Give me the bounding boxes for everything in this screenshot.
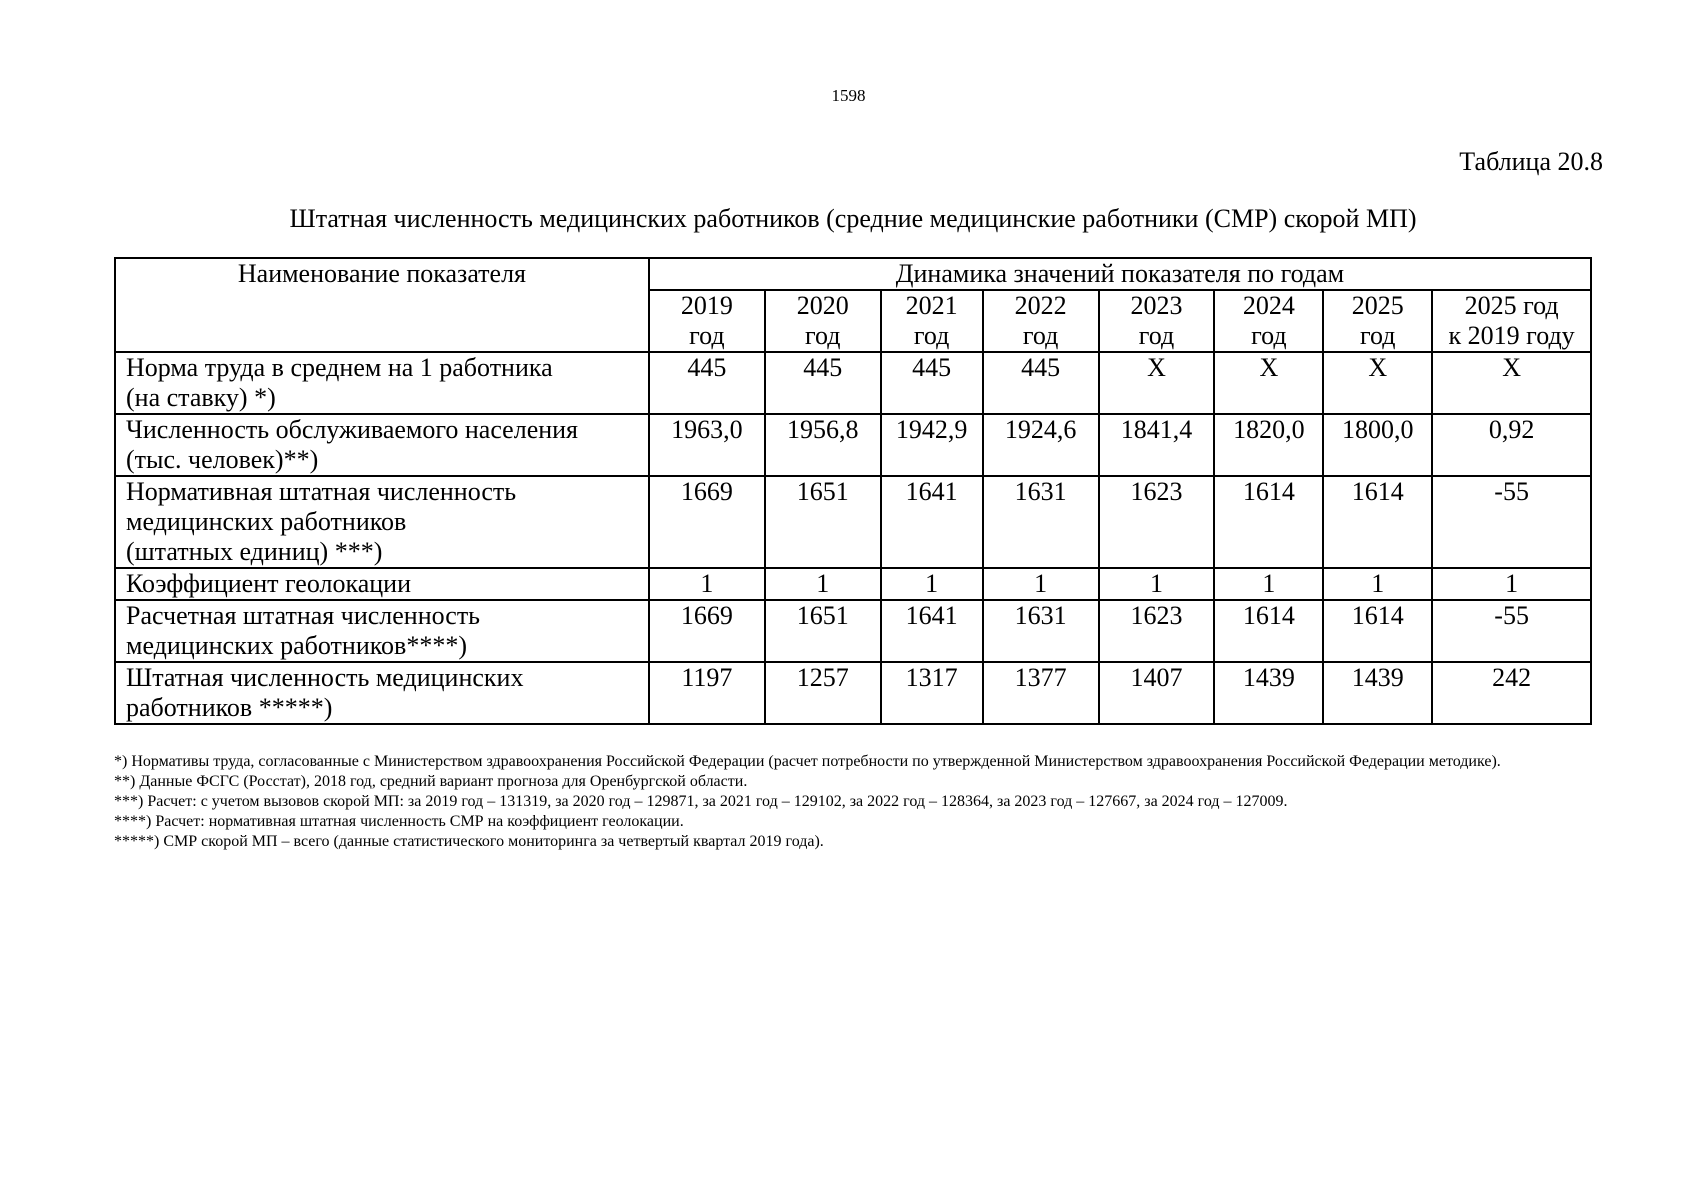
row-value-cell: 1669 — [649, 600, 765, 662]
row-value-cell: 1439 — [1214, 662, 1323, 724]
header-year-line1: 2025 год — [1464, 291, 1559, 320]
table-row — [115, 662, 1591, 724]
row-value-cell: 1956,8 — [765, 414, 881, 476]
row-value-cell: 1 — [881, 568, 983, 600]
header-year-line1: 2020 — [796, 291, 849, 320]
row-value-cell: 1614 — [1214, 600, 1323, 662]
row-value-cell: 1963,0 — [649, 414, 765, 476]
row-value-cell: 1800,0 — [1323, 414, 1432, 476]
row-value-cell: 1631 — [983, 600, 1099, 662]
header-year-line2: год — [1138, 321, 1175, 350]
header-indicator-name: Наименование показателя — [115, 258, 649, 352]
row-indicator-name — [115, 414, 649, 476]
table-label: Таблица 20.8 — [1459, 147, 1603, 176]
row-value-cell: 1 — [1323, 568, 1432, 600]
row-value-cell: 0,92 — [1432, 414, 1591, 476]
table-row — [115, 352, 1591, 414]
row-value-cell: 1614 — [1323, 600, 1432, 662]
footnote: ***) Расчет: с учетом вызовов скорой МП: за 2019 год – 131319, за 2020 год – 129871, за 2021 год – 129102, за 2022 год – 128364, за 2023 год – 127667, за 2024 год – 127009. — [114, 793, 1288, 810]
row-value-cell: 1 — [765, 568, 881, 600]
row-name-line: (тыс. человек)**) — [126, 445, 319, 474]
row-value-cell: 1 — [649, 568, 765, 600]
row-value-cell: 445 — [881, 352, 983, 414]
header-year-col — [983, 290, 1099, 352]
row-value-cell: 1623 — [1099, 476, 1215, 568]
table-row — [115, 600, 1591, 662]
footnote: ****) Расчет: нормативная штатная численность СМР на коэффициент геолокации. — [114, 813, 684, 830]
row-value-cell: 1924,6 — [983, 414, 1099, 476]
header-year-line1: 2021 — [905, 291, 958, 320]
row-name-line: медицинских работников — [126, 507, 407, 536]
row-name-line: Численность обслуживаемого населения — [126, 415, 579, 444]
row-indicator-name — [115, 568, 649, 600]
row-value-cell: -55 — [1432, 600, 1591, 662]
header-year-line2: год — [913, 321, 950, 350]
row-value-cell: 1631 — [983, 476, 1099, 568]
header-year-line2: год — [1022, 321, 1059, 350]
header-year-line1: 2025 — [1351, 291, 1404, 320]
row-value-cell: 1377 — [983, 662, 1099, 724]
row-value-cell: Х — [1099, 352, 1215, 414]
row-value-cell: 1 — [1214, 568, 1323, 600]
row-value-cell: 1 — [983, 568, 1099, 600]
row-value-cell: 445 — [983, 352, 1099, 414]
row-name-line: (штатных единиц) ***) — [126, 537, 383, 566]
header-dynamics: Динамика значений показателя по годам — [649, 258, 1591, 290]
row-value-cell: Х — [1214, 352, 1323, 414]
row-name-line: Норма труда в среднем на 1 работника — [126, 353, 553, 382]
row-value-cell: 1641 — [881, 600, 983, 662]
row-value-cell: 445 — [649, 352, 765, 414]
table-body — [115, 352, 1591, 724]
table-row — [115, 568, 1591, 600]
row-indicator-name — [115, 600, 649, 662]
row-name-line: Штатная численность медицинских — [126, 663, 524, 692]
row-value-cell: 1 — [1432, 568, 1591, 600]
header-year-line2: год — [689, 321, 725, 350]
row-value-cell: 1651 — [765, 600, 881, 662]
row-value-cell: 1841,4 — [1099, 414, 1215, 476]
header-year-col — [1214, 290, 1323, 352]
row-name-line: (на ставку) *) — [126, 383, 276, 412]
row-value-cell: 1407 — [1099, 662, 1215, 724]
row-value-cell: 1641 — [881, 476, 983, 568]
header-year-col — [765, 290, 881, 352]
row-value-cell: 1669 — [649, 476, 765, 568]
row-value-cell: 1197 — [649, 662, 765, 724]
footnotes — [114, 752, 1592, 852]
row-name-line: Коэффициент геолокации — [126, 569, 411, 598]
row-value-cell: 1439 — [1323, 662, 1432, 724]
document-title: Штатная численность медицинских работников (средние медицинские работники (СМР) скорой МП) — [289, 204, 1417, 233]
row-value-cell: Х — [1323, 352, 1432, 414]
header-year-col — [1099, 290, 1215, 352]
header-year-line1: 2019 — [680, 291, 733, 320]
row-value-cell: 1614 — [1214, 476, 1323, 568]
row-value-cell: 1623 — [1099, 600, 1215, 662]
staffing-table — [114, 257, 1592, 725]
row-indicator-name — [115, 662, 649, 724]
footnote: *****) СМР скорой МП – всего (данные статистического мониторинга за четвертый квартал 2019 года). — [114, 833, 824, 850]
row-value-cell: 445 — [765, 352, 881, 414]
row-value-cell: 1942,9 — [881, 414, 983, 476]
row-value-cell: 1257 — [765, 662, 881, 724]
header-year-line2: год — [1360, 321, 1396, 350]
header-row-1 — [115, 258, 1591, 290]
page-number: 1598 — [831, 86, 866, 105]
footnote: *) Нормативы труда, согласованные с Министерством здравоохранения Российской Федерации (расчет потребности по утвержденной Министерством здравоохранения Российской Федерации методике). — [114, 753, 1501, 770]
row-name-line: Нормативная штатная численность — [126, 477, 517, 506]
row-name-line: работников *****) — [126, 693, 333, 722]
header-year-col — [649, 290, 765, 352]
footnote: **) Данные ФСГС (Росстат), 2018 год, средний вариант прогноза для Оренбургской области. — [114, 773, 748, 790]
row-value-cell: -55 — [1432, 476, 1591, 568]
row-value-cell: 242 — [1432, 662, 1591, 724]
row-indicator-name — [115, 476, 649, 568]
header-year-col — [1432, 290, 1591, 352]
table-row — [115, 476, 1591, 568]
header-year-line2: год — [804, 321, 841, 350]
row-name-line: медицинских работников****) — [126, 631, 467, 660]
row-value-cell: 1317 — [881, 662, 983, 724]
header-year-line2: к 2019 году — [1448, 321, 1575, 350]
row-value-cell: 1820,0 — [1214, 414, 1323, 476]
header-year-line2: год — [1251, 321, 1287, 350]
row-value-cell: 1651 — [765, 476, 881, 568]
header-year-line1: 2024 — [1242, 291, 1295, 320]
row-value-cell: Х — [1432, 352, 1591, 414]
header-year-col — [881, 290, 983, 352]
table-row — [115, 414, 1591, 476]
row-name-line: Расчетная штатная численность — [126, 601, 481, 630]
header-year-line1: 2022 — [1014, 291, 1067, 320]
row-indicator-name — [115, 352, 649, 414]
header-year-col — [1323, 290, 1432, 352]
row-value-cell: 1614 — [1323, 476, 1432, 568]
row-value-cell: 1 — [1099, 568, 1215, 600]
header-year-line1: 2023 — [1130, 291, 1183, 320]
